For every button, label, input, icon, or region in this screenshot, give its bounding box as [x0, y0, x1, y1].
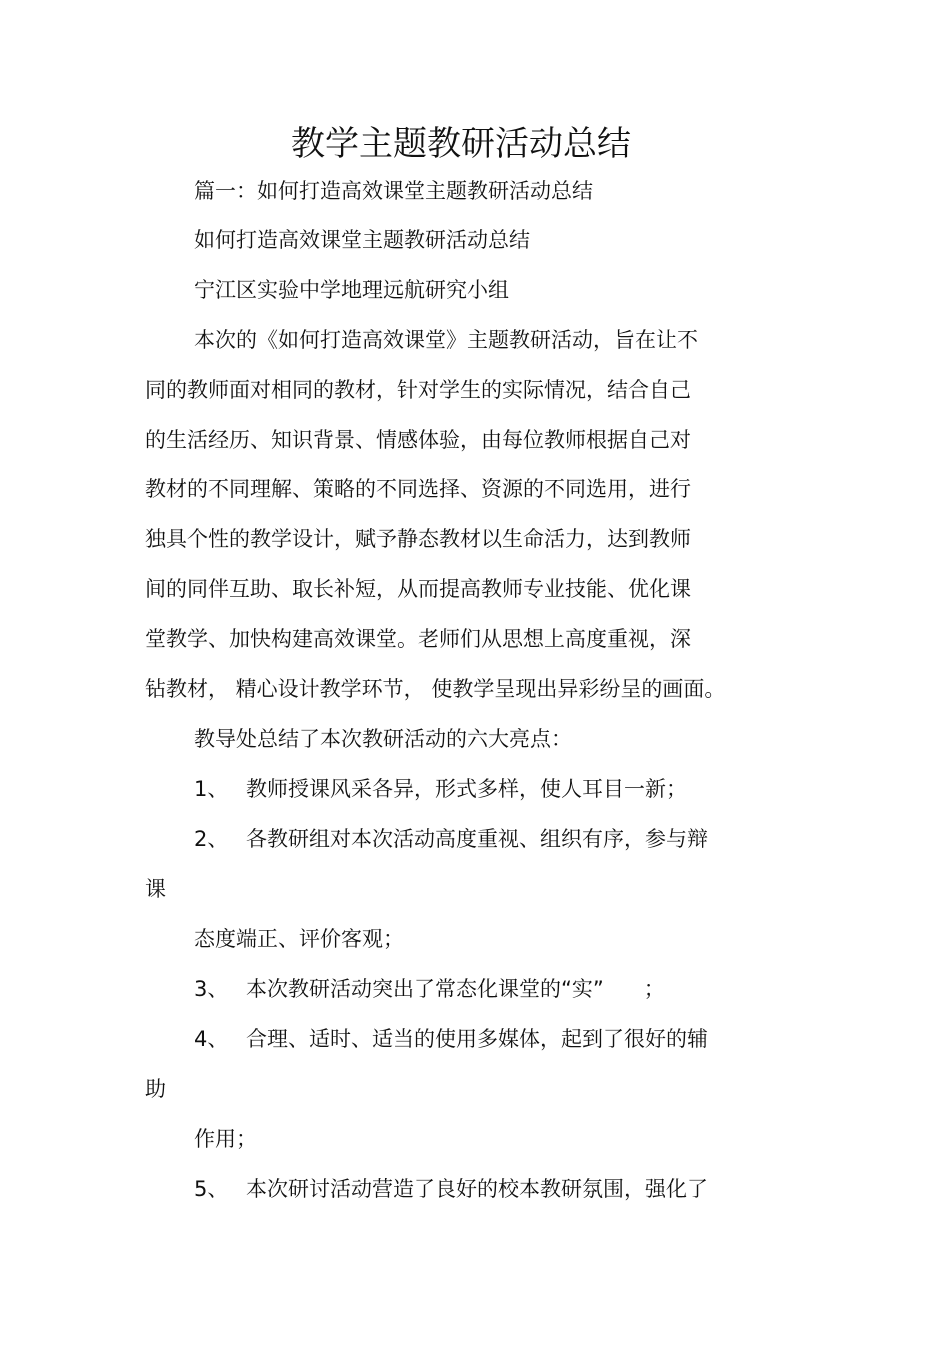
item-text: 本次研讨活动营造了良好的校本教研氛围，强化了 [246, 1177, 708, 1201]
item-continuation: 态度端正、评价客观； [194, 927, 404, 951]
item-number: 1、 [194, 777, 229, 801]
paragraph-line: 堂教学、加快构建高效课堂。老师们从思想上高度重视，深 [145, 627, 691, 651]
item-wrap-text: 助 [145, 1077, 166, 1101]
section-heading: 篇一：如何打造高效课堂主题教研活动总结 [194, 179, 593, 203]
item-text: 教师授课风采各异，形式多样，使人耳目一新； [246, 777, 687, 801]
paragraph-line: 的生活经历、知识背景、情感体验，由每位教师根据自己对 [145, 428, 691, 452]
item-wrap-text: 课 [145, 877, 166, 901]
paragraph-line: 钻教材， 精心设计教学环节， 使教学呈现出异彩纷呈的画面。 [145, 677, 726, 701]
list-item [194, 774, 687, 804]
item-text: 本次教研活动突出了常态化课堂的“实” ； [246, 977, 665, 1001]
list-item [194, 824, 708, 854]
paragraph-line: 间的同伴互助、取长补短，从而提高教师专业技能、优化课 [145, 577, 691, 601]
list-item [194, 974, 665, 1004]
paragraph-line: 同的教师面对相同的教材，针对学生的实际情况，结合自己 [145, 378, 691, 402]
author-line: 宁江区实验中学地理远航研究小组 [194, 278, 509, 302]
list-item [194, 1024, 708, 1054]
item-continuation: 作用； [194, 1127, 257, 1151]
paragraph-line: 独具个性的教学设计，赋予静态教材以生命活力，达到教师 [145, 527, 691, 551]
list-item [194, 1174, 708, 1204]
item-text: 合理、适时、适当的使用多媒体，起到了很好的辅 [246, 1027, 708, 1051]
document-title: 教学主题教研活动总结 [291, 124, 631, 164]
subtitle: 如何打造高效课堂主题教研活动总结 [194, 228, 530, 252]
item-number: 3、 [194, 977, 229, 1001]
item-text: 各教研组对本次活动高度重视、组织有序，参与辩 [246, 827, 708, 851]
summary-intro: 教导处总结了本次教研活动的六大亮点： [194, 727, 572, 751]
paragraph-line: 教材的不同理解、策略的不同选择、资源的不同选用，进行 [145, 477, 691, 501]
paragraph-line: 本次的《如何打造高效课堂》主题教研活动，旨在让不 [194, 328, 698, 352]
item-number: 2、 [194, 827, 229, 851]
item-number: 4、 [194, 1027, 229, 1051]
item-number: 5、 [194, 1177, 229, 1201]
